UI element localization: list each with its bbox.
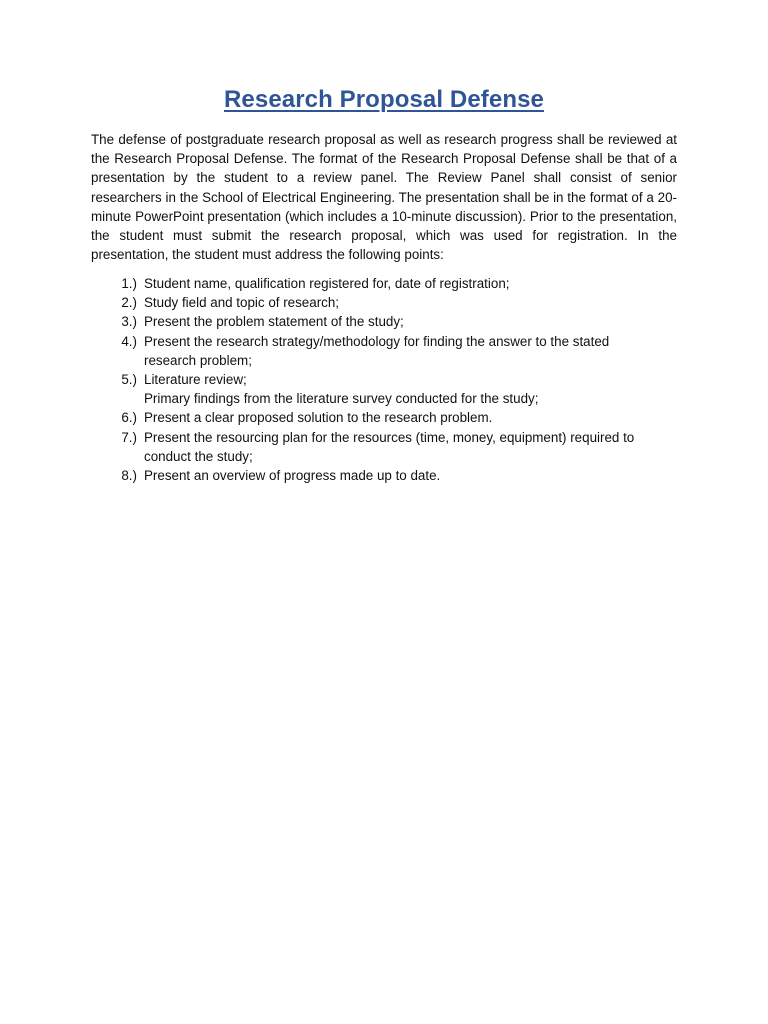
list-item-number: 5.) xyxy=(121,372,137,388)
list-item xyxy=(108,370,678,408)
list-item-text xyxy=(137,274,678,293)
document-title: Research Proposal Defense xyxy=(224,86,544,113)
list-item xyxy=(108,428,678,466)
list-item-line: Study field and topic of research; xyxy=(144,295,340,311)
list-item-text xyxy=(137,332,678,370)
points-list xyxy=(108,274,678,485)
list-item-number: 4.) xyxy=(121,333,137,349)
list-item-text xyxy=(137,466,678,485)
list-item-line: research problem; xyxy=(144,352,252,368)
list-item xyxy=(108,312,678,331)
list-item xyxy=(108,293,678,312)
list-item-text xyxy=(137,293,678,312)
list-item-line: Present the research strategy/methodology for finding the answer to the stated xyxy=(144,333,610,349)
list-item-line: Present the problem statement of the study; xyxy=(144,314,404,330)
list-item-line: Primary findings from the literature survey conducted for the study; xyxy=(144,391,539,407)
list-item-line: conduct the study; xyxy=(144,448,253,464)
list-item-line: Present an overview of progress made up to date. xyxy=(144,468,441,484)
intro-paragraph: The defense of postgraduate research proposal as well as research progress shall be reviewed at the Research Proposal Defense. The format of the Research Proposal Defense shall be that of a presentation by the student to a review panel. The Review Panel shall consist of senior researchers in the School of Electrical Engineering. The presentation shall be in the format of a 20-minute PowerPoint presentation (which includes a 10-minute discussion). Prior to the presentation, the student must submit the research proposal, which was used for registration. In the presentation, the student must address the following points: xyxy=(91,132,677,263)
list-item-line: Student name, qualification registered for, date of registration; xyxy=(144,276,510,291)
list-item-text xyxy=(137,312,678,331)
list-item-text xyxy=(137,408,678,427)
list-item-number: 6.) xyxy=(121,410,137,426)
list-item-number: 1.) xyxy=(121,276,137,291)
list-item xyxy=(108,408,678,427)
list-item-text xyxy=(137,428,678,466)
list-item-line: Present a clear proposed solution to the research problem. xyxy=(144,410,493,426)
list-item-number: 7.) xyxy=(121,429,137,445)
list-item xyxy=(108,332,678,370)
list-item-line: Literature review; xyxy=(144,372,247,388)
list-item xyxy=(108,274,678,293)
list-item-number: 8.) xyxy=(121,468,137,484)
list-item-line: Present the resourcing plan for the resources (time, money, equipment) required to xyxy=(144,429,635,445)
list-item-number: 2.) xyxy=(121,295,137,311)
list-item xyxy=(108,466,678,485)
list-item-text xyxy=(137,370,678,408)
list-item-number: 3.) xyxy=(121,314,137,330)
